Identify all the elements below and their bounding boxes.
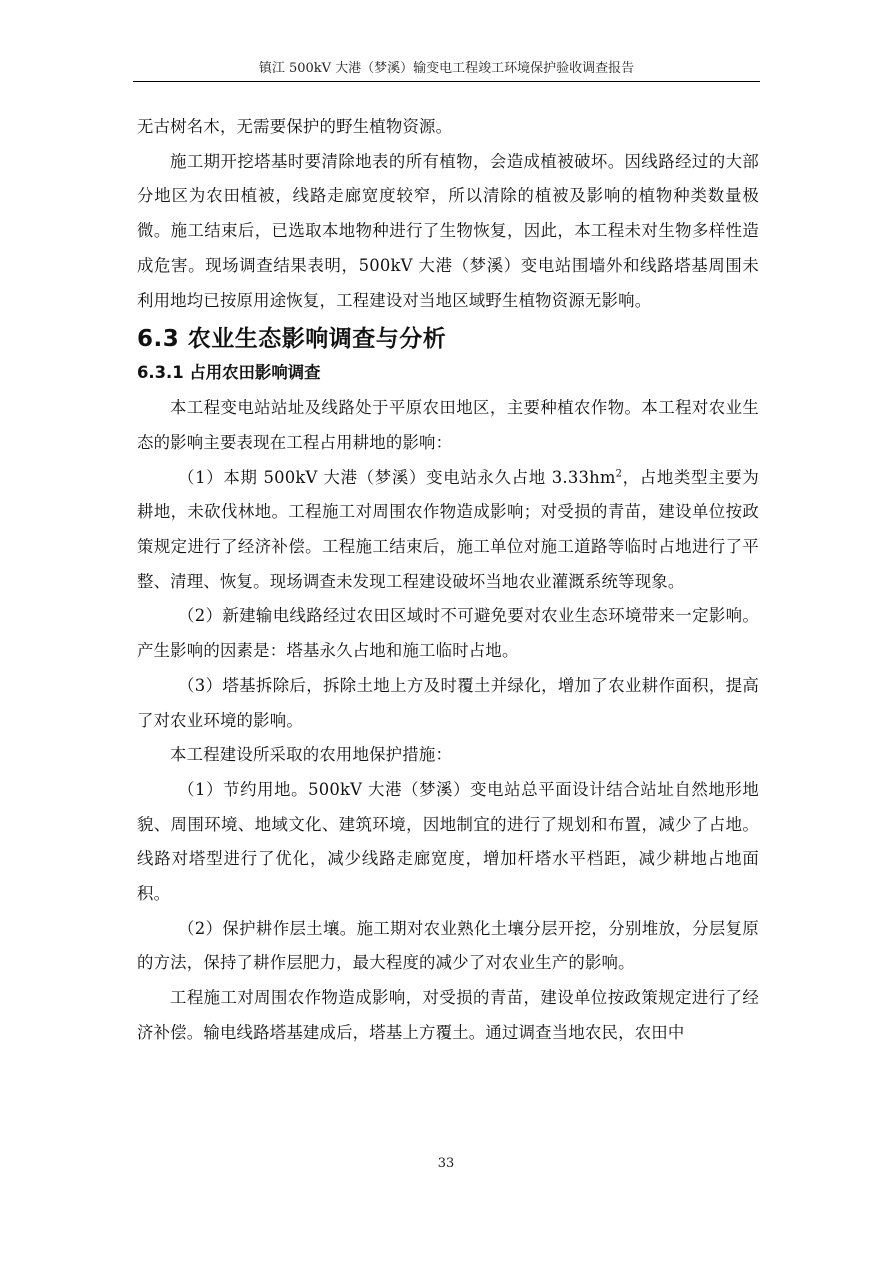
page-body: [137, 110, 759, 1051]
paragraph-8: （1）节约用地。500kV 大港（梦溪）变电站总平面设计结合站址自然地形地貌、周围环境、地域文化、建筑环境，因地制宜的进行了规划和布置，减少了占地。线路对塔型进行了优化，减少线路走廊宽度，增加杆塔水平档距，减少耕地占地面积。: [137, 779, 759, 904]
header-divider: [133, 81, 760, 82]
subsection-heading: 6.3.1 占用农田影响调查: [137, 363, 321, 383]
paragraph-9: （2）保护耕作层土壤。施工期对农业熟化土壤分层开挖，分别堆放，分层复原的方法，保持了耕作层肥力，最大程度的减少了对农业生产的影响。: [137, 918, 759, 973]
paragraph-10: 工程施工对周围农作物造成影响，对受损的青苗，建设单位按政策规定进行了经济补偿。输电线路塔基建成后，塔基上方覆土。通过调查当地农民，农田中: [137, 988, 759, 1042]
paragraph-3: 本工程变电站站址及线路处于平原农田地区，主要种植农作物。本工程对农业生态的影响主要表现在工程占用耕地的影响：: [137, 398, 759, 452]
paragraph-7: 本工程建设所采取的农用地保护措施：: [170, 745, 453, 765]
running-header: 镇江 500kV 大港（梦溪）输变电工程竣工环境保护验收调查报告: [258, 61, 635, 76]
section-heading: 6.3 农业生态影响调查与分析: [137, 326, 447, 353]
paragraph-6: （3）塔基拆除后，拆除土地上方及时覆土并绿化，增加了农业耕作面积，提高了对农业环境的影响。: [137, 675, 759, 730]
paragraph-2: 施工期开挖塔基时要清除地表的所有植物，会造成植被破坏。因线路经过的大部分地区为农田植被，线路走廊宽度较窄，所以清除的植被及影响的植物种类数量极微。施工结束后，已选取本地物种进行了生物恢复，因此，本工程未对生物多样性造成危害。现场调查结果表明，500kV 大港（梦溪）变电站围墙外和线路塔基周围未利用地均已按原用途恢复，工程建设对当地区域野生植物资源无影响。: [137, 151, 759, 310]
page-number: 33: [437, 1156, 455, 1171]
paragraph-5: （2）新建输电线路经过农田区域时不可避免要对农业生态环境带来一定影响。产生影响的因素是：塔基永久占地和施工临时占地。: [137, 606, 759, 661]
paragraph-1: 无古树名木，无需要保护的野生植物资源。: [137, 117, 453, 136]
paragraph-4-lead: （1）本期 500kV 大港（梦溪）变电站永久占地 3.33hm: [178, 467, 616, 487]
paragraph-4-rest: ，占地类型主要为耕地，未砍伐林地。工程施工对周围农作物造成影响；对受损的青苗，建设单位按政策规定进行了经济补偿。工程施工结束后，施工单位对施工道路等临时占地进行了平整、清理、恢复。现场调查未发现工程建设破坏当地农业灌溉系统等现象。: [137, 467, 759, 591]
paragraph-4: [137, 461, 759, 600]
superscript-2: 2: [615, 468, 623, 480]
